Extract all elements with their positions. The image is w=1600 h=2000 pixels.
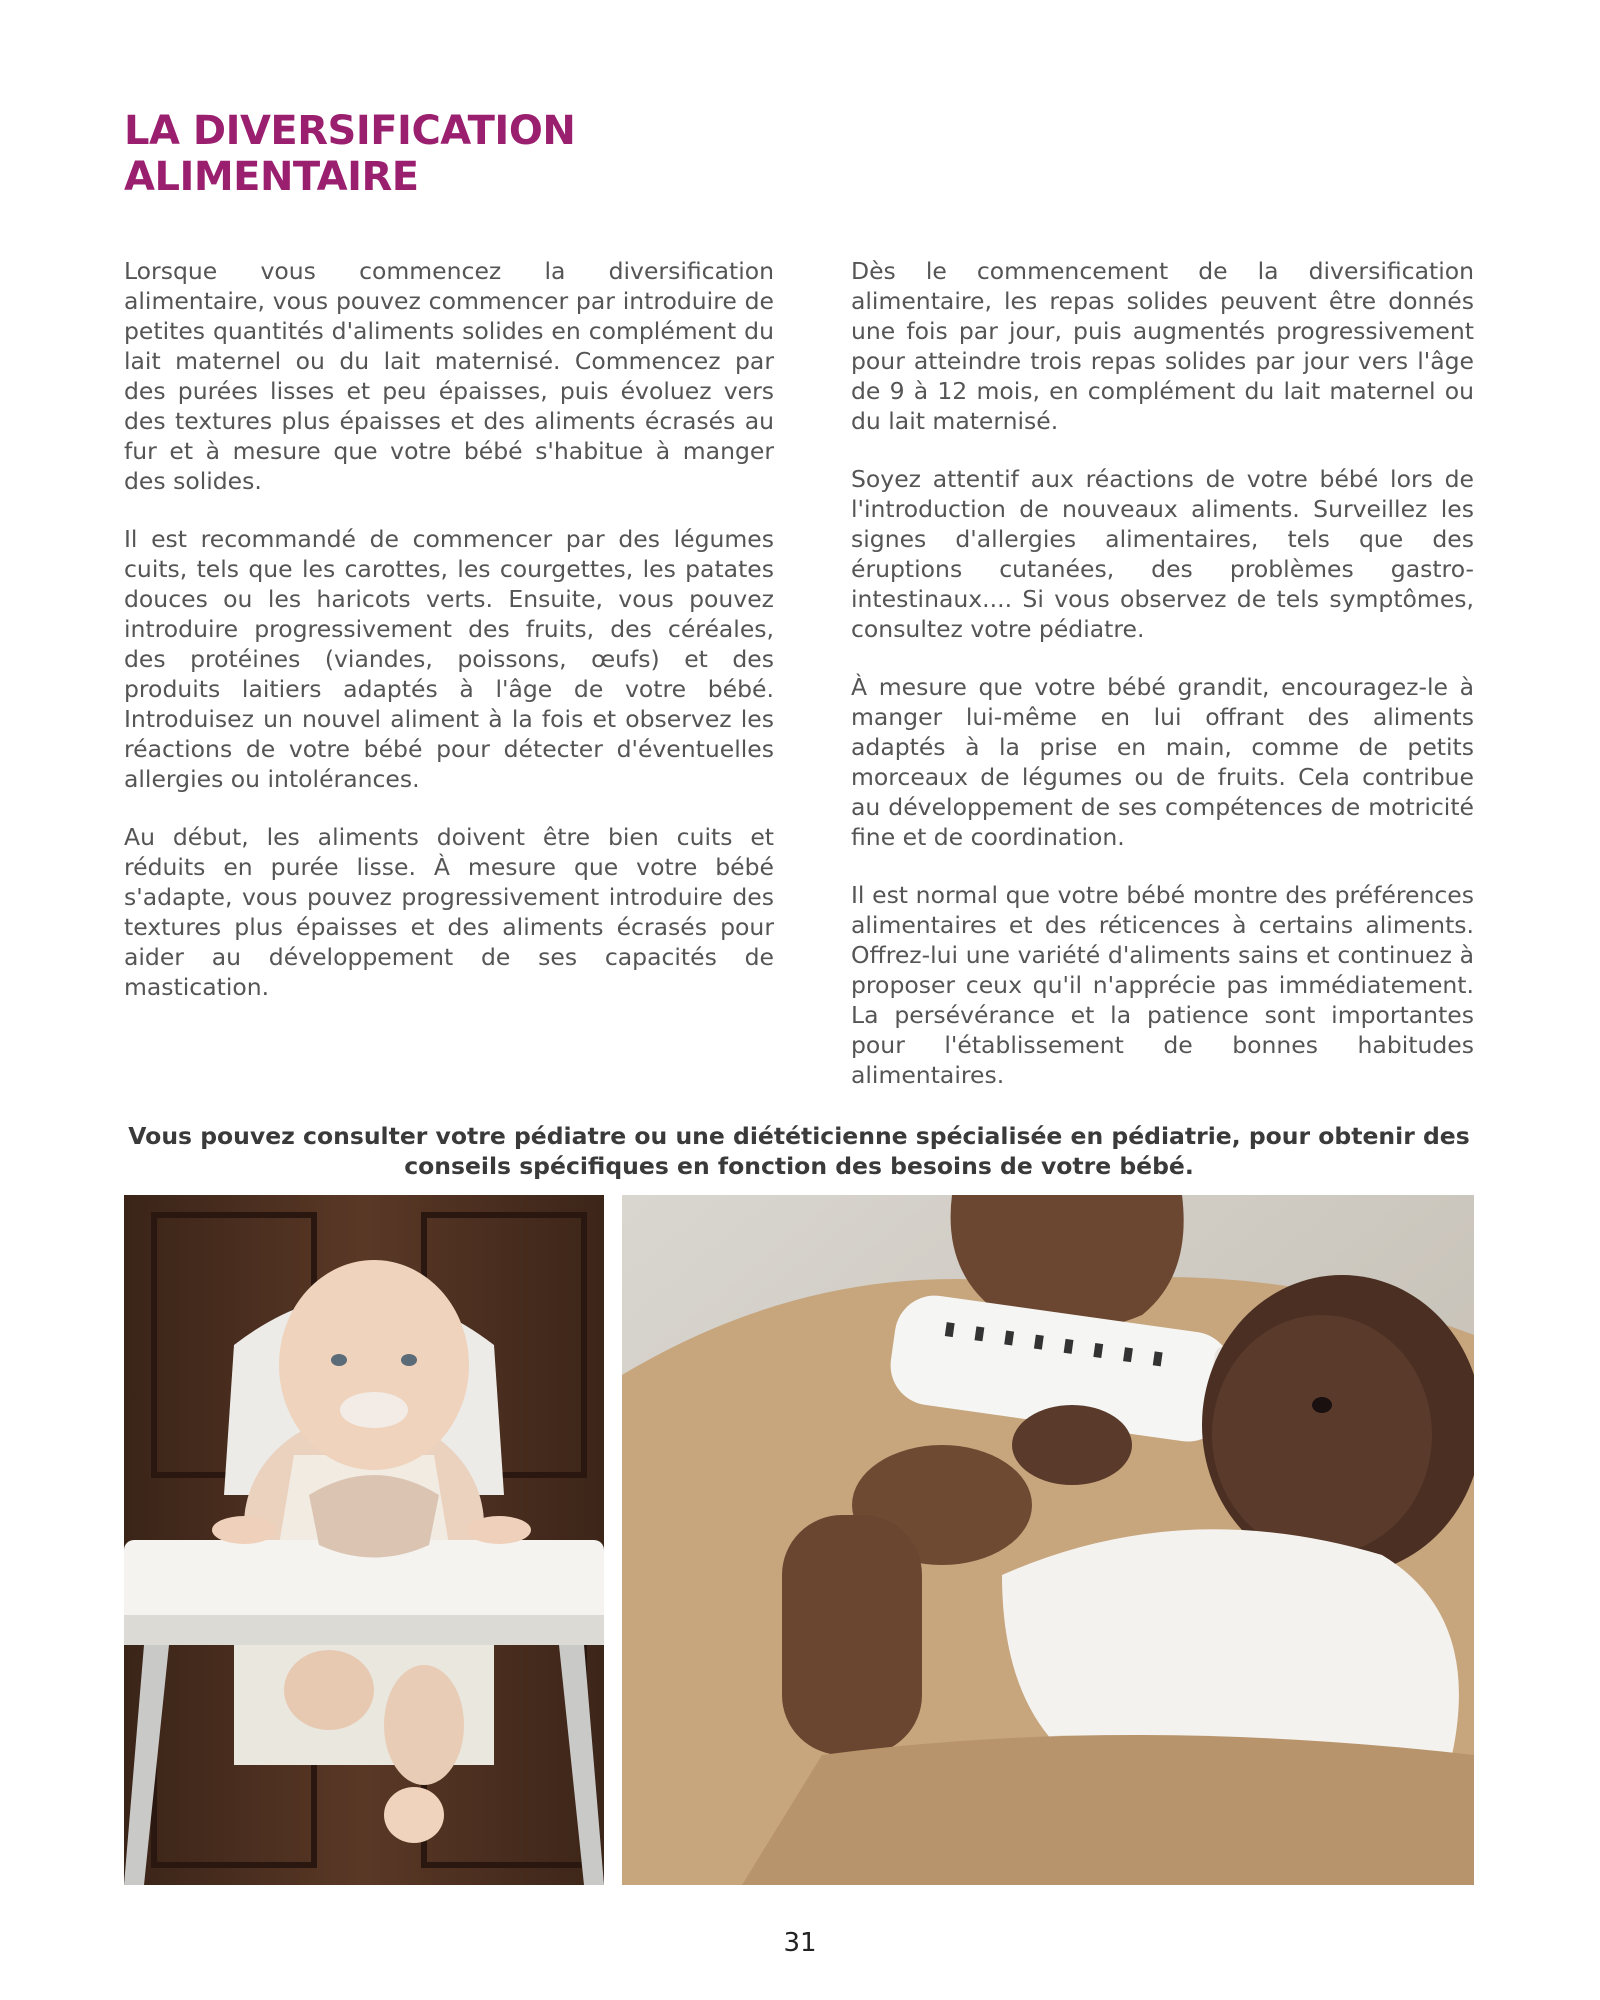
paragraph: Au début, les aliments doivent être bien cuits et réduits en purée lisse. À mesure que votre bébé s'adapte, vous pouvez progressivement introduire des textures plus épaisses et des aliments écrasés pour aider au développement de ses capacités de mastication.	[124, 823, 774, 1001]
baby-high-chair-photo	[124, 1195, 604, 1885]
bottle-feeding-photo	[622, 1195, 1474, 1885]
page-title-line-2: ALIMENTAIRE	[124, 154, 419, 200]
paragraph: À mesure que votre bébé grandit, encouragez-le à manger lui-même en lui offrant des aliments adaptés à la prise en main, comme de petits morceaux de légumes ou de fruits. Cela contribue au développement de ses compétences de motricité fine et de coordination.	[851, 673, 1474, 851]
page-number: 31	[783, 1928, 817, 1958]
highlight-note: Vous pouvez consulter votre pédiatre ou une diététicienne spécialisée en pédiatrie, pour obtenir des conseils spécifiques en fonction des besoins de votre bébé.	[128, 1122, 1470, 1180]
right-text-column	[851, 256, 1474, 1118]
paragraph: Il est normal que votre bébé montre des préférences alimentaires et des réticences à certains aliments. Offrez-lui une variété d'aliments sains et continuez à proposer ceux qu'il n'apprécie pas immédiatement. La persévérance et la patience sont importantes pour l'établissement de bonnes habitudes alimentaires.	[851, 881, 1474, 1089]
page-title-line-1: LA DIVERSIFICATION	[124, 108, 576, 154]
paragraph: Il est recommandé de commencer par des légumes cuits, tels que les carottes, les courgettes, les patates douces ou les haricots verts. Ensuite, vous pouvez introduire progressivement des fruits, des céréales, des protéines (viandes, poissons, œufs) et des produits laitiers adaptés à l'âge de votre bébé. Introduisez un nouvel aliment à la fois et observez les réactions de votre bébé pour détecter d'éventuelles allergies ou intolérances.	[124, 525, 774, 793]
paragraph: Dès le commencement de la diversification alimentaire, les repas solides peuvent être donnés une fois par jour, puis augmentés progressivement pour atteindre trois repas solides par jour vers l'âge de 9 à 12 mois, en complément du lait maternel ou du lait maternisé.	[851, 257, 1474, 435]
paragraph: Soyez attentif aux réactions de votre bébé lors de l'introduction de nouveaux aliments. Surveillez les signes d'allergies alimentaires, tels que des éruptions cutanées, des problèmes gastro-intestinaux.... Si vous observez de tels symptômes, consultez votre pédiatre.	[851, 465, 1474, 643]
page-title	[124, 108, 824, 200]
paragraph: Lorsque vous commencez la diversification alimentaire, vous pouvez commencer par introduire de petites quantités d'aliments solides en complément du lait maternel ou du lait maternisé. Commencez par des purées lisses et peu épaisses, puis évoluez vers des textures plus épaisses et des aliments écrasés au fur et à mesure que votre bébé s'habitue à manger des solides.	[124, 257, 774, 495]
left-text-column	[124, 256, 774, 1030]
